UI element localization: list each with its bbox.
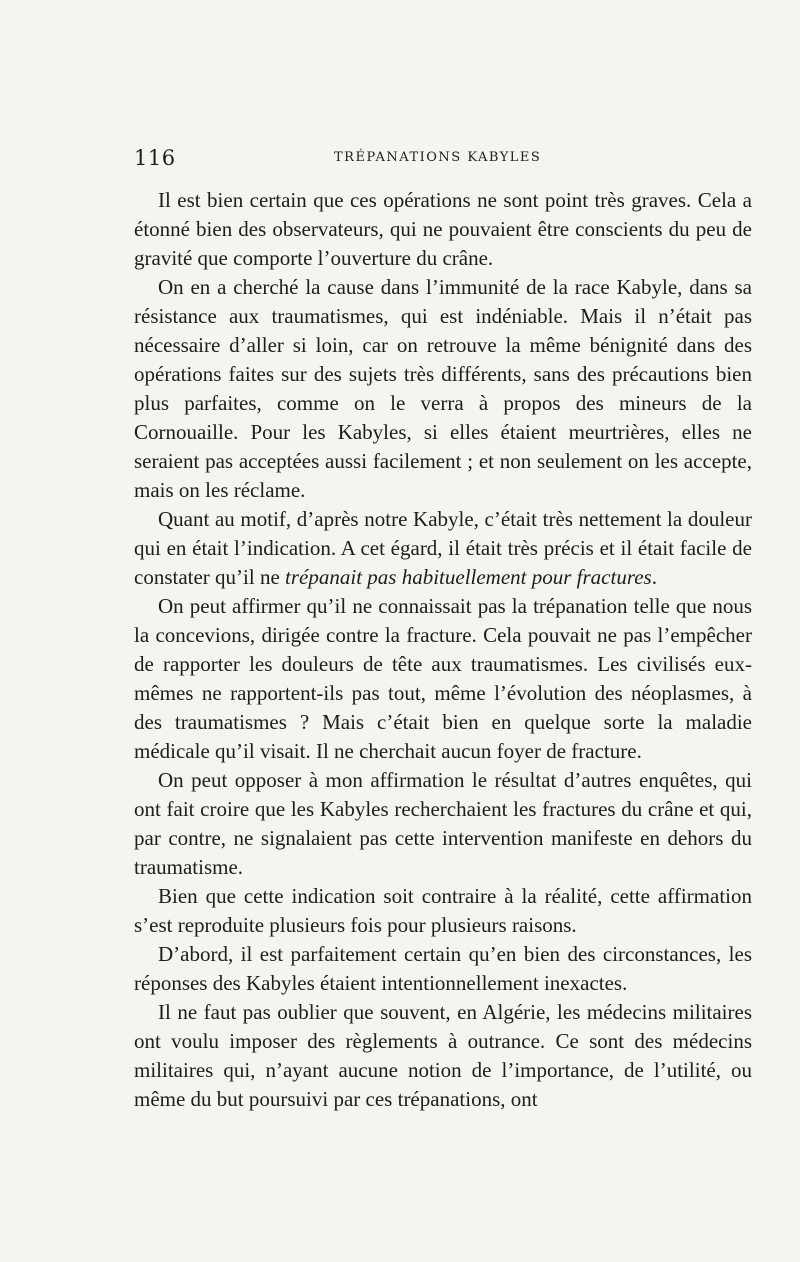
paragraph-1: Il est bien certain que ces opérations ne sont point très graves. Cela a étonné bien des observateurs, qui ne pouvaient être conscients du peu de gravité que comporte l’ouverture du crâne. [134,188,752,270]
running-title: TRÉPANATIONS KABYLES [334,150,542,165]
paragraph-6: Bien que cette indication soit contraire à la réalité, cette affirmation s’est reproduite plusieurs fois pour plusieurs raisons. [134,884,752,937]
page-number: 116 [134,146,176,170]
page-header [134,146,754,176]
paragraph-3-italic-phrase: trépanait pas habituellement pour fractures [285,565,652,589]
body-text [134,186,752,1114]
paragraph-5: On peut opposer à mon affirmation le résultat d’autres enquêtes, qui ont fait croire que les Kabyles recherchaient les fractures du crâne et qui, par contre, ne signalaient pas cette intervention manifeste en dehors du traumatisme. [134,768,752,879]
paragraph-7: D’abord, il est parfaitement certain qu’en bien des circonstances, les réponses des Kabyles étaient intentionnellement inexactes. [134,942,752,995]
paragraph-3-text-after: . [651,565,657,589]
paragraph-4: On peut affirmer qu’il ne connaissait pas la trépanation telle que nous la concevions, dirigée contre la fracture. Cela pouvait ne pas l’empêcher de rapporter les douleurs de tête aux traumatismes. Les civilisés eux-mêmes ne rapportent-ils pas tout, même l’évolution des néoplasmes, à des traumatismes ? Mais c’était bien en quelque sorte la maladie médicale qu’il visait. Il ne cherchait aucun foyer de fracture. [134,594,752,763]
paragraph-3 [134,505,752,592]
paragraph-8: Il ne faut pas oublier que souvent, en Algérie, les médecins militaires ont voulu imposer des règlements à outrance. Ce sont des médecins militaires qui, n’ayant aucune notion de l’importance, de l’utilité, ou même du but poursuivi par ces trépanations, ont [134,1000,752,1111]
paragraph-3-text-before: Quant au motif, d’après notre Kabyle, c’était très nettement la douleur qui en était l’indication. A cet égard, il était très précis et il était facile de constater qu’il ne [134,507,752,589]
paragraph-2: On en a cherché la cause dans l’immunité de la race Kabyle, dans sa résistance aux traumatismes, qui est indéniable. Mais il n’était pas nécessaire d’aller si loin, car on retrouve la même bénignité dans des opérations faites sur des sujets très différents, sans des précautions bien plus parfaites, comme on le verra à propos des mineurs de la Cornouaille. Pour les Kabyles, si elles étaient meurtrières, elles ne seraient pas acceptées aussi facilement ; et non seulement on les accepte, mais on les réclame. [134,275,752,502]
